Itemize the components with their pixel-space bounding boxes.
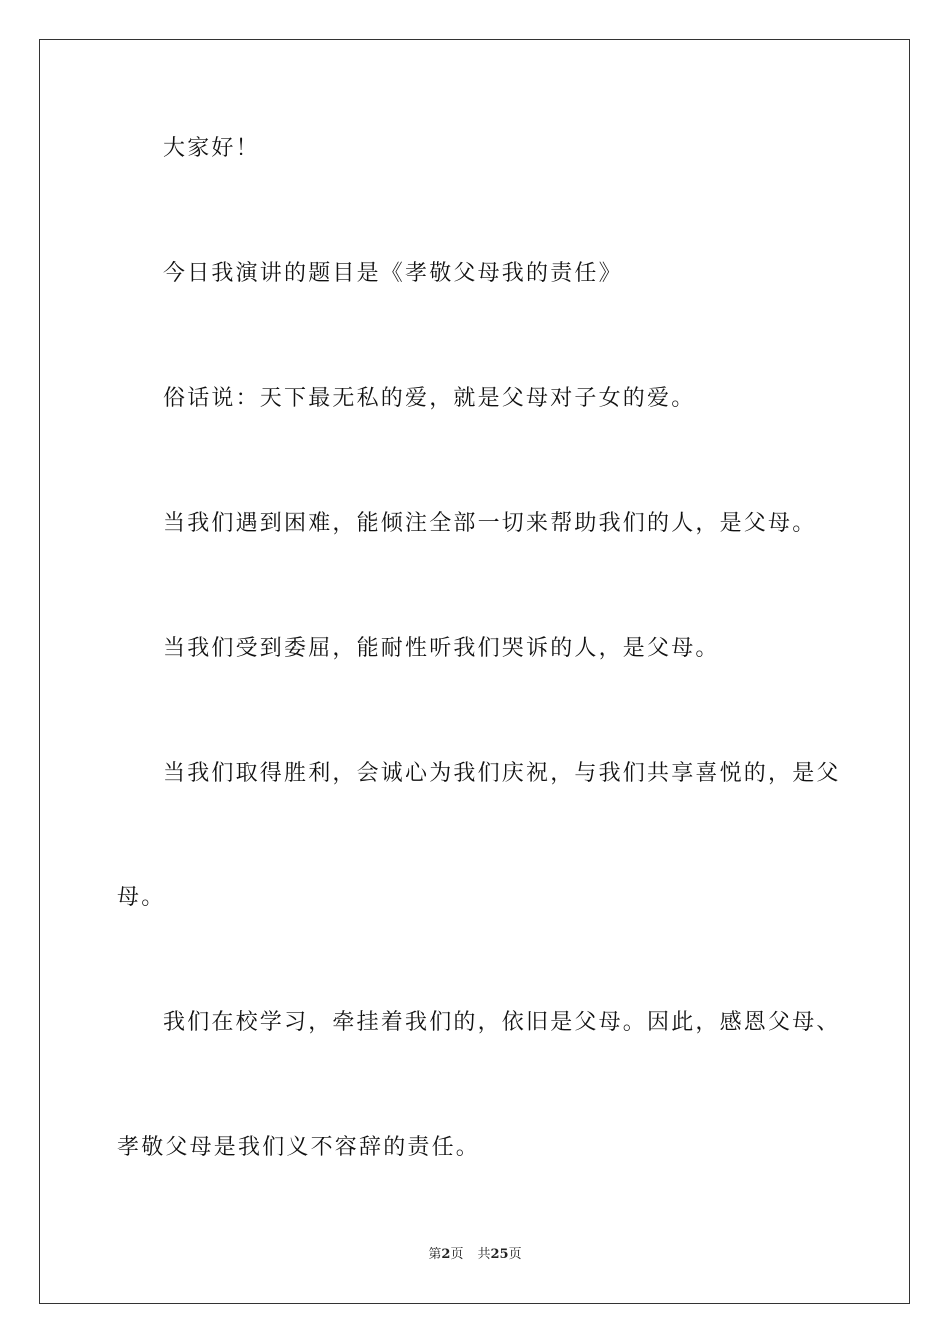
paragraph-line: 当我们遇到困难，能倾注全部一切来帮助我们的人，是父母。 [163,511,817,536]
total-pages: 25 [490,1247,509,1262]
page-footer [0,1246,950,1264]
page-prefix: 第 [428,1247,442,1262]
paragraph-line: 当我们受到委屈，能耐性听我们哭诉的人，是父母。 [163,636,720,661]
paragraph-continuation-line: 孝敬父母是我们义不容辞的责任。 [117,1135,481,1160]
total-suffix: 页 [508,1247,522,1262]
paragraph-line: 当我们取得胜利，会诚心为我们庆祝，与我们共享喜悦的，是父 [163,761,841,786]
greeting-line: 大家好！ [163,136,260,161]
page-suffix: 页 [450,1247,464,1262]
paragraph-continuation-line: 母。 [117,885,166,910]
total-prefix: 共 [477,1247,491,1262]
page-number: 2 [441,1247,451,1262]
paragraph-line: 俗话说：天下最无私的爱，就是父母对子女的爱。 [163,386,696,411]
paragraph-line: 我们在校学习，牵挂着我们的，依旧是父母。因此，感恩父母、 [163,1010,841,1035]
page-frame [39,39,910,1304]
speech-title-line: 今日我演讲的题目是《孝敬父母我的责任》 [163,261,623,286]
